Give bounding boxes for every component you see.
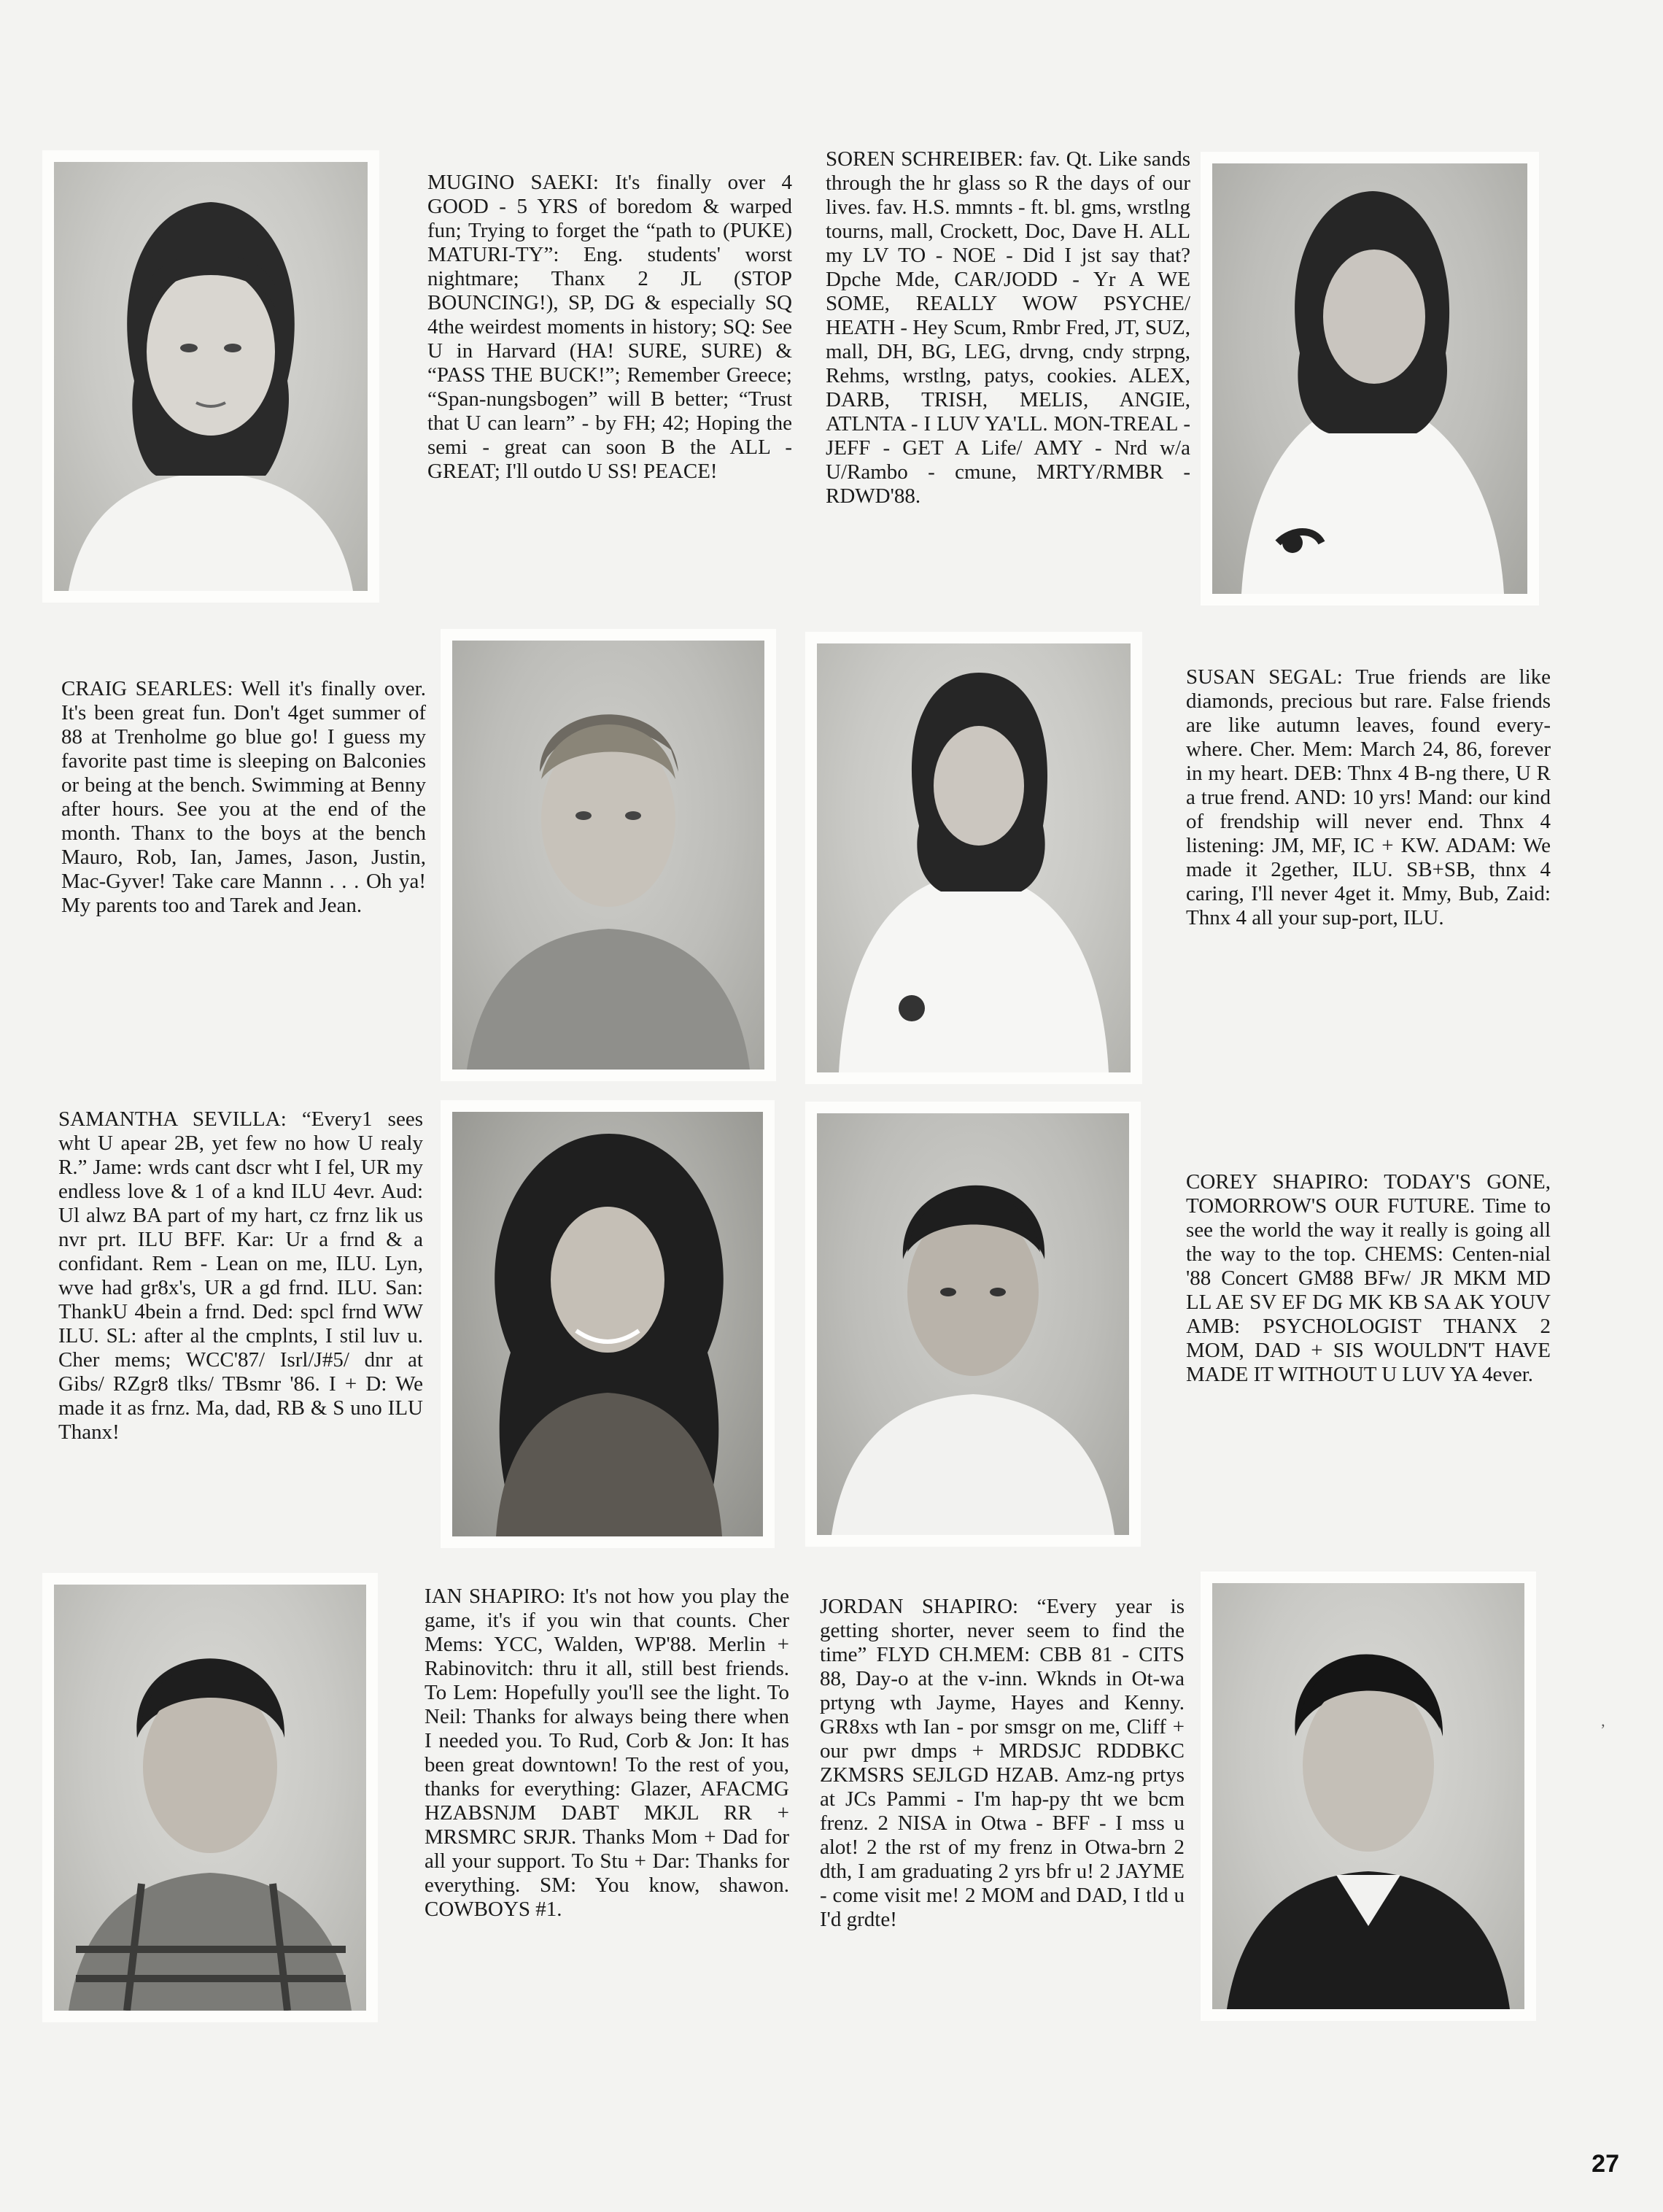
portrait-silhouette [452, 1112, 763, 1536]
bio-craig-searles: CRAIG SEARLES: Well it's finally over. It's been great fun. Don't 4get summer of 88 at Trenholme go blue go! I guess my favorite past time is sleeping on Balconies or being at the bench. Swimming at Benny after hours. See you at the end of the month. Thanx to the boys at the bench Mauro, Rob, Ian, James, Jason, Justin, Mac-Gyver! Take care Mannn . . . Oh ya! My parents too and Tarek and Jean. [61, 677, 426, 917]
portrait-silhouette [817, 643, 1131, 1072]
portrait-craig-searles [441, 629, 776, 1081]
bio-mugino-saeki: MUGINO SAEKI: It's finally over 4 GOOD - 5 YRS of boredom & warped fun; Trying to forget the “path to (PUKE) MATURI-TY”: Eng. students' worst nightmare; Thanx 2 JL (STOP BOUNCING!), SP, DG & especially SQ 4the weirdest moments in history; SQ: See U in Harvard (HA! SURE, SURE) & “PASS THE BUCK!”; Remember Greece; “Span-nungsbogen” will B better; “Trust that U can learn” - by FH; 42; Hoping the semi - great can soon B the ALL - GREAT; I'll outdo U SS! PEACE! [427, 171, 792, 483]
portrait-silhouette [1212, 1583, 1524, 2009]
portrait-ian-shapiro [42, 1573, 378, 2022]
bio-ian-shapiro: IAN SHAPIRO: It's not how you play the game, it's if you win that counts. Cher Mems: YCC, Walden, WP'88. Merlin + Rabinovitch: thru it all, still best friends. To Lem: Hopefully you'll see the light. To Neil: Thanks for always being there when I needed you. To Rud, Corb & Jon: It has been great downtown! To the rest of you, thanks for everything: Glazer, AFACMG HZABSNJM DABT MKJL RR + MRSMRC SRJR. Thanks Mom + Dad for all your support. To Stu + Dar: Thanks for everything. SM: You know, shawon. COWBOYS #1. [425, 1585, 789, 1921]
portrait-mugino-saeki [42, 150, 379, 603]
portrait-silhouette [54, 162, 368, 591]
stray-mark: ’ [1600, 1720, 1606, 1739]
portrait-soren-schreiber [1201, 152, 1539, 606]
portrait-silhouette [817, 1113, 1129, 1535]
page-number: 27 [1592, 2150, 1619, 2178]
portrait-silhouette [452, 641, 764, 1070]
portrait-susan-segal [805, 632, 1142, 1084]
portrait-jordan-shapiro [1201, 1571, 1536, 2021]
portrait-silhouette [1212, 163, 1527, 594]
bio-soren-schreiber: SOREN SCHREIBER: fav. Qt. Like sands through the hr glass so R the days of our lives. fav. H.S. mmnts - ft. bl. gms, wrstlng tourns, mall, Crockett, Doc, Dave H. ALL my LV TO - NOE - Did I jst say that? Dpche Mde, CAR/JODD - Yr A WE SOME, REALLY WOW PSYCHE/ HEATH - Hey Scum, Rmbr Fred, JT, SUZ, mall, DH, BG, LEG, drvng, cndy strpng, Rehms, wrstlng, patys, cookies. ALEX, DARB, TRISH, MELIS, ANGIE, ATLNTA - I LUV YA'LL. MON-TREAL - JEFF - GET A Life/ AMY - Nrd w/a U/Rambo - cmune, MRTY/RMBR - RDWD'88. [826, 147, 1190, 508]
bio-corey-shapiro: COREY SHAPIRO: TODAY'S GONE, TOMORROW'S OUR FUTURE. Time to see the world the way it really is going all the way to the top. CHEMS: Centen-nial '88 Concert GM88 BFw/ JR MKM MD LL AE SV EF DG MK KB SA AK YOUV AMB: PSYCHOLOGIST THANX 2 MOM, DAD + SIS WOULDN'T HAVE MADE IT WITHOUT U LUV YA 4ever. [1186, 1170, 1551, 1386]
bio-jordan-shapiro: JORDAN SHAPIRO: “Every year is getting shorter, never seem to find the time” FLYD CH.MEM: CBB 81 - CITS 88, Day-o at the v-inn. Wknds in Ot-wa prtyng wth Jayme, Hayes and Kenny. GR8xs wth Ian - por smsgr on me, Cliff + our pwr dmps + MRDSJC RDDBKC ZKMSRS SEJLGD HZAB. Amz-ng prtys at JCs Pammi - I'm hap-py tht we bcm frenz. 2 NISA in Otwa - BFF - I mss u alot! 2 the rst of my frenz in Otwa-brn 2 dth, I am graduating 2 yrs bfr u! 2 JAYME - come visit me! 2 MOM and DAD, I tld u I'd grdte! [820, 1595, 1185, 1931]
portrait-corey-shapiro [805, 1102, 1141, 1547]
bio-susan-segal: SUSAN SEGAL: True friends are like diamonds, precious but rare. False friends are like autumn leaves, found every-where. Cher. Mem: March 24, 86, forever in my heart. DEB: Thnx 4 B-ng there, U R a true frend. AND: 10 yrs! Mand: our kind of frendship will never end. Thnx 4 listening: JM, MF, IC + KW. ADAM: We made it 2gether, ILU. SB+SB, thnx 4 caring, I'll never 4get it. Mmy, Bub, Zaid: Thnx 4 all your sup-port, ILU. [1186, 665, 1551, 929]
portrait-silhouette [54, 1585, 366, 2011]
portrait-samantha-sevilla [441, 1100, 775, 1548]
bio-samantha-sevilla: SAMANTHA SEVILLA: “Every1 sees wht U apear 2B, yet few no how U realy R.” Jame: wrds cant dscr wht I fel, UR my endless love & 1 of a knd ILU 4evr. Aud: Ul alwz BA part of my hart, cz frnz lik us nvr prt. ILU BFF. Kar: Ur a frnd & a confidant. Rem - Lean on me, ILU. Lyn, wve had gr8x's, UR a gd frnd. ILU. San: ThankU 4bein a frnd. Ded: spcl frnd WW ILU. SL: after al the cmplnts, I stil luv u. Cher mems; WCC'87/ Isrl/J#5/ dnr at Gibs/ RZgr8 tlks/ TBsmr '86. I + D: We made it as frnz. Ma, dad, RB & S uno ILU Thanx! [58, 1107, 423, 1444]
